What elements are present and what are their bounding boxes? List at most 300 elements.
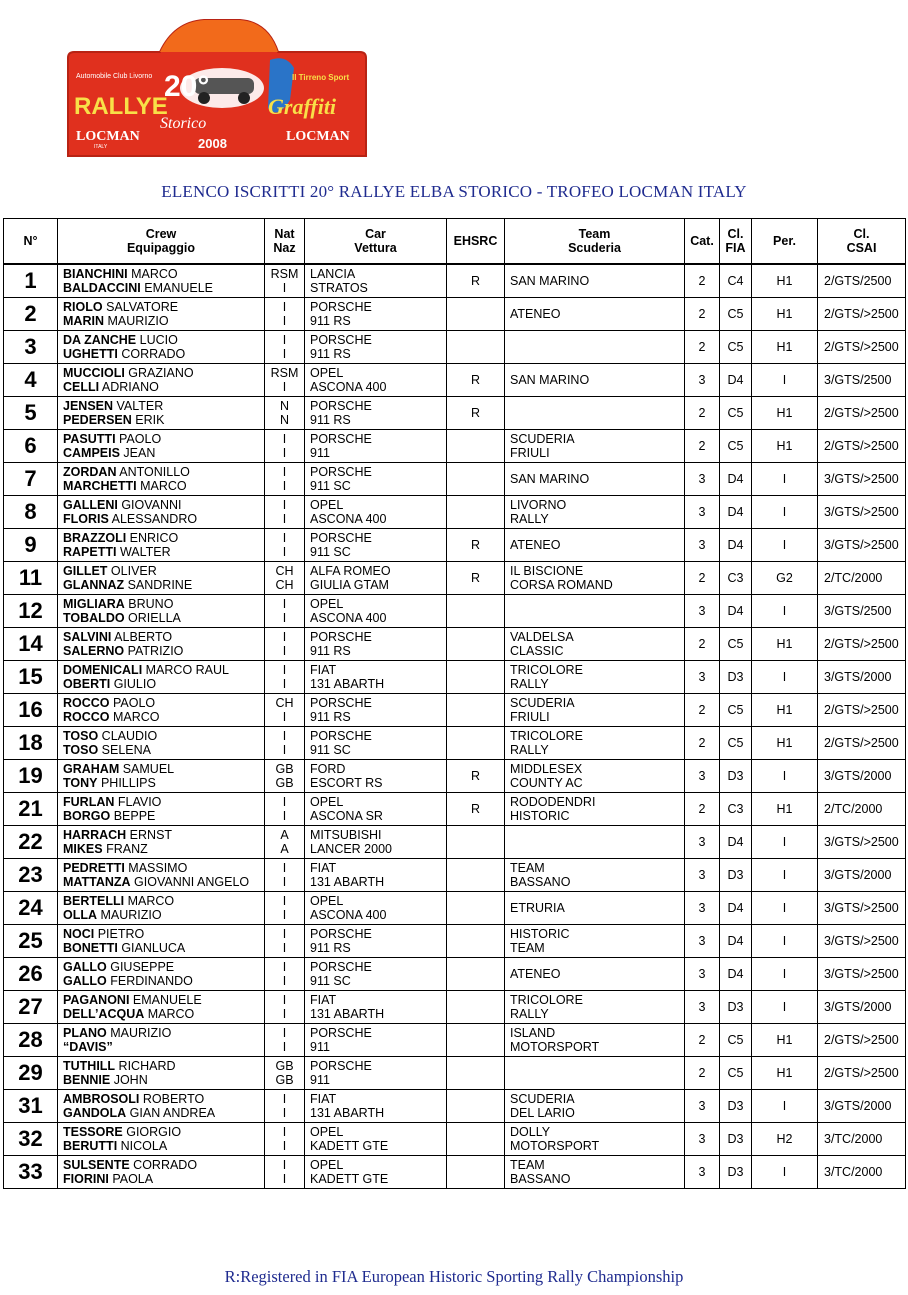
logo-storico: Storico: [160, 115, 207, 132]
class-csai-cell: 2/GTS/>2500: [818, 628, 906, 661]
team-cell: SAN MARINO: [505, 463, 685, 496]
car-cell: FIAT 131 ABARTH: [305, 859, 447, 892]
crew-cell: [58, 958, 265, 991]
codriver-name: MARCO: [136, 479, 187, 493]
driver-name: PAOLO: [115, 432, 162, 446]
category-cell: 3: [685, 892, 720, 925]
crew-cell: [58, 991, 265, 1024]
ehsrc-cell: [447, 331, 505, 364]
team-cell: TEAM BASSANO: [505, 859, 685, 892]
car-cell: PORSCHE 911 SC: [305, 463, 447, 496]
codriver-name: EMANUELE: [140, 281, 214, 295]
team-cell: MIDDLESEX COUNTY AC: [505, 760, 685, 793]
ehsrc-cell: [447, 496, 505, 529]
nationality-cell: I I: [265, 925, 305, 958]
period-cell: I: [752, 529, 818, 562]
team-cell: ETRURIA: [505, 892, 685, 925]
driver-name: ERNST: [126, 828, 173, 842]
driver-name: MAURIZIO: [106, 1026, 172, 1040]
driver-surname: HARRACH: [63, 828, 127, 842]
driver-name: SAMUEL: [119, 762, 175, 776]
class-csai-cell: 3/GTS/>2500: [818, 958, 906, 991]
class-csai-cell: 2/GTS/>2500: [818, 694, 906, 727]
ehsrc-cell: [447, 595, 505, 628]
crew-cell: [58, 430, 265, 463]
entry-number: 2: [4, 298, 58, 331]
header-period: Per.: [752, 219, 818, 265]
codriver-surname: “DAVIS”: [63, 1040, 113, 1054]
category-cell: 3: [685, 991, 720, 1024]
logo-year: 2008: [198, 136, 227, 151]
crew-cell: [58, 859, 265, 892]
driver-surname: PAGANONI: [63, 993, 130, 1007]
nationality-cell: I I: [265, 331, 305, 364]
class-csai-cell: 3/GTS/2000: [818, 1090, 906, 1123]
table-header-row: [4, 219, 906, 265]
class-fia-cell: D3: [720, 1156, 752, 1189]
period-cell: I: [752, 925, 818, 958]
codriver-surname: FIORINI: [63, 1172, 109, 1186]
class-csai-cell: 2/GTS/>2500: [818, 397, 906, 430]
crew-cell: [58, 892, 265, 925]
driver-surname: FURLAN: [63, 795, 115, 809]
table-row: [4, 958, 906, 991]
codriver-surname: BONETTI: [63, 941, 118, 955]
driver-surname: AMBROSOLI: [63, 1092, 140, 1106]
entry-number: 1: [4, 264, 58, 298]
table-row: [4, 496, 906, 529]
team-cell: SAN MARINO: [505, 264, 685, 298]
period-cell: I: [752, 958, 818, 991]
crew-cell: [58, 463, 265, 496]
class-csai-cell: 2/GTS/>2500: [818, 430, 906, 463]
driver-name: OLIVER: [107, 564, 157, 578]
codriver-surname: BENNIE: [63, 1073, 111, 1087]
nationality-cell: RSM I: [265, 364, 305, 397]
car-cell: PORSCHE 911 RS: [305, 397, 447, 430]
ehsrc-cell: [447, 430, 505, 463]
codriver-name: SELENA: [98, 743, 152, 757]
table-row: [4, 661, 906, 694]
driver-name: PIETRO: [94, 927, 145, 941]
driver-surname: BRAZZOLI: [63, 531, 127, 545]
logo-locman-right: LOCMAN: [286, 129, 350, 144]
class-csai-cell: 3/TC/2000: [818, 1123, 906, 1156]
team-cell: VALDELSA CLASSIC: [505, 628, 685, 661]
class-fia-cell: D4: [720, 364, 752, 397]
period-cell: H1: [752, 430, 818, 463]
codriver-surname: CAMPEIS: [63, 446, 120, 460]
table-row: [4, 826, 906, 859]
nationality-cell: I I: [265, 727, 305, 760]
team-cell: TRICOLORE RALLY: [505, 991, 685, 1024]
category-cell: 2: [685, 628, 720, 661]
codriver-name: ADRIANO: [99, 380, 159, 394]
period-cell: H1: [752, 1057, 818, 1090]
driver-name: MARCO: [124, 894, 175, 908]
logo-club: Automobile Club Livorno: [76, 73, 153, 80]
entry-number: 32: [4, 1123, 58, 1156]
nationality-cell: I I: [265, 793, 305, 826]
table-row: [4, 727, 906, 760]
crew-cell: [58, 793, 265, 826]
ehsrc-cell: R: [447, 562, 505, 595]
ehsrc-cell: [447, 892, 505, 925]
codriver-name: GIOVANNI ANGELO: [130, 875, 250, 889]
table-row: [4, 1057, 906, 1090]
nationality-cell: A A: [265, 826, 305, 859]
period-cell: I: [752, 661, 818, 694]
codriver-name: GIAN ANDREA: [126, 1106, 216, 1120]
class-fia-cell: D4: [720, 826, 752, 859]
logo-graffiti: Graffiti: [268, 94, 337, 119]
nationality-cell: RSM I: [265, 264, 305, 298]
car-cell: PORSCHE 911 SC: [305, 727, 447, 760]
table-row: [4, 298, 906, 331]
table-row: [4, 529, 906, 562]
driver-surname: ROCCO: [63, 696, 110, 710]
category-cell: 2: [685, 1057, 720, 1090]
class-fia-cell: D4: [720, 892, 752, 925]
team-cell: IL BISCIONE CORSA ROMAND: [505, 562, 685, 595]
category-cell: 3: [685, 925, 720, 958]
codriver-surname: OBERTI: [63, 677, 111, 691]
ehsrc-cell: [447, 1123, 505, 1156]
team-cell: LIVORNO RALLY: [505, 496, 685, 529]
ehsrc-cell: [447, 1090, 505, 1123]
class-csai-cell: 2/GTS/2500: [818, 264, 906, 298]
header-class-csai: Cl. CSAI: [818, 219, 906, 265]
nationality-cell: I I: [265, 628, 305, 661]
nationality-cell: GB GB: [265, 760, 305, 793]
codriver-name: MARCO: [144, 1007, 195, 1021]
codriver-name: ORIELLA: [124, 611, 181, 625]
class-fia-cell: C5: [720, 430, 752, 463]
header-cat: Cat.: [685, 219, 720, 265]
ehsrc-cell: [447, 1156, 505, 1189]
codriver-surname: TONY: [63, 776, 98, 790]
category-cell: 3: [685, 595, 720, 628]
driver-name: ENRICO: [126, 531, 179, 545]
ehsrc-cell: [447, 694, 505, 727]
class-csai-cell: 2/TC/2000: [818, 562, 906, 595]
period-cell: H1: [752, 264, 818, 298]
codriver-surname: MATTANZA: [63, 875, 131, 889]
driver-surname: BIANCHINI: [63, 267, 128, 281]
rallye-logo: [64, 16, 370, 160]
ehsrc-cell: R: [447, 529, 505, 562]
category-cell: 2: [685, 331, 720, 364]
table-row: [4, 364, 906, 397]
driver-name: ALBERTO: [111, 630, 173, 644]
ehsrc-cell: [447, 991, 505, 1024]
entry-number: 33: [4, 1156, 58, 1189]
driver-surname: SALVINI: [63, 630, 112, 644]
period-cell: H1: [752, 298, 818, 331]
codriver-surname: UGHETTI: [63, 347, 118, 361]
codriver-name: NICOLA: [117, 1139, 168, 1153]
driver-name: CLAUDIO: [98, 729, 158, 743]
team-cell: TRICOLORE RALLY: [505, 727, 685, 760]
codriver-surname: FLORIS: [63, 512, 109, 526]
class-fia-cell: D3: [720, 1123, 752, 1156]
driver-surname: MIGLIARA: [63, 597, 125, 611]
period-cell: H1: [752, 727, 818, 760]
entry-number: 8: [4, 496, 58, 529]
team-cell: TEAM BASSANO: [505, 1156, 685, 1189]
codriver-surname: GALLO: [63, 974, 107, 988]
car-cell: MITSUBISHI LANCER 2000: [305, 826, 447, 859]
entry-number: 31: [4, 1090, 58, 1123]
table-row: [4, 793, 906, 826]
nationality-cell: I I: [265, 1123, 305, 1156]
entry-number: 15: [4, 661, 58, 694]
class-csai-cell: 2/GTS/>2500: [818, 727, 906, 760]
class-csai-cell: 2/GTS/>2500: [818, 298, 906, 331]
crew-cell: [58, 1123, 265, 1156]
class-fia-cell: D4: [720, 925, 752, 958]
table-row: [4, 562, 906, 595]
car-cell: OPEL ASCONA 400: [305, 595, 447, 628]
nationality-cell: I I: [265, 892, 305, 925]
crew-cell: [58, 595, 265, 628]
logo-italy: ITALY: [94, 144, 108, 150]
team-cell: RODODENDRI HISTORIC: [505, 793, 685, 826]
team-cell: [505, 397, 685, 430]
period-cell: H1: [752, 1024, 818, 1057]
crew-cell: [58, 529, 265, 562]
team-cell: SCUDERIA FRIULI: [505, 694, 685, 727]
codriver-name: MARCO: [109, 710, 160, 724]
ehsrc-cell: [447, 298, 505, 331]
period-cell: H1: [752, 397, 818, 430]
codriver-surname: CELLI: [63, 380, 100, 394]
category-cell: 2: [685, 694, 720, 727]
crew-cell: [58, 826, 265, 859]
codriver-surname: GANDOLA: [63, 1106, 127, 1120]
driver-name: FLAVIO: [114, 795, 162, 809]
class-csai-cell: 2/GTS/>2500: [818, 331, 906, 364]
period-cell: I: [752, 826, 818, 859]
class-csai-cell: 3/GTS/2500: [818, 595, 906, 628]
category-cell: 3: [685, 496, 720, 529]
car-cell: OPEL KADETT GTE: [305, 1123, 447, 1156]
class-csai-cell: 3/GTS/2500: [818, 364, 906, 397]
codriver-name: CORRADO: [117, 347, 186, 361]
nationality-cell: I I: [265, 298, 305, 331]
category-cell: 3: [685, 1123, 720, 1156]
ehsrc-cell: [447, 1024, 505, 1057]
class-fia-cell: C5: [720, 727, 752, 760]
crew-cell: [58, 331, 265, 364]
codriver-surname: BERUTTI: [63, 1139, 118, 1153]
driver-name: MASSIMO: [124, 861, 188, 875]
period-cell: I: [752, 760, 818, 793]
table-row: [4, 595, 906, 628]
driver-name: GIORGIO: [122, 1125, 182, 1139]
category-cell: 2: [685, 562, 720, 595]
codriver-name: GIANLUCA: [117, 941, 186, 955]
header-team: Team Scuderia: [505, 219, 685, 265]
class-fia-cell: C4: [720, 264, 752, 298]
period-cell: I: [752, 1090, 818, 1123]
driver-surname: GALLO: [63, 960, 107, 974]
nationality-cell: GB GB: [265, 1057, 305, 1090]
nationality-cell: I I: [265, 430, 305, 463]
crew-cell: [58, 661, 265, 694]
period-cell: I: [752, 991, 818, 1024]
codriver-surname: BORGO: [63, 809, 111, 823]
car-cell: PORSCHE 911: [305, 430, 447, 463]
car-cell: PORSCHE 911 RS: [305, 694, 447, 727]
category-cell: 3: [685, 859, 720, 892]
driver-name: MARCO: [127, 267, 178, 281]
entry-number: 12: [4, 595, 58, 628]
nationality-cell: I I: [265, 859, 305, 892]
team-cell: ISLAND MOTORSPORT: [505, 1024, 685, 1057]
entry-number: 25: [4, 925, 58, 958]
car-cell: OPEL ASCONA 400: [305, 364, 447, 397]
crew-cell: [58, 925, 265, 958]
class-fia-cell: C5: [720, 298, 752, 331]
header-ehsrc: EHSRC: [447, 219, 505, 265]
nationality-cell: I I: [265, 991, 305, 1024]
driver-surname: ZORDAN: [63, 465, 117, 479]
nationality-cell: I I: [265, 1090, 305, 1123]
header-class-fia: Cl. FIA: [720, 219, 752, 265]
period-cell: G2: [752, 562, 818, 595]
period-cell: I: [752, 892, 818, 925]
driver-surname: PLANO: [63, 1026, 107, 1040]
driver-surname: DOMENICALI: [63, 663, 143, 677]
class-fia-cell: C3: [720, 793, 752, 826]
class-fia-cell: D3: [720, 991, 752, 1024]
class-fia-cell: D3: [720, 1090, 752, 1123]
table-row: [4, 925, 906, 958]
page-title: ELENCO ISCRITTI 20° RALLYE ELBA STORICO - TROFEO LOCMAN ITALY: [161, 182, 747, 201]
nationality-cell: N N: [265, 397, 305, 430]
period-cell: H1: [752, 694, 818, 727]
crew-cell: [58, 760, 265, 793]
ehsrc-cell: [447, 727, 505, 760]
car-cell: FORD ESCORT RS: [305, 760, 447, 793]
driver-surname: GILLET: [63, 564, 108, 578]
codriver-surname: TOSO: [63, 743, 99, 757]
codriver-name: SANDRINE: [124, 578, 193, 592]
team-cell: [505, 595, 685, 628]
codriver-name: GIULIO: [110, 677, 157, 691]
driver-surname: TESSORE: [63, 1125, 123, 1139]
team-cell: DOLLY MOTORSPORT: [505, 1123, 685, 1156]
table-row: [4, 892, 906, 925]
header-crew: Crew Equipaggio: [58, 219, 265, 265]
nationality-cell: CH CH: [265, 562, 305, 595]
team-cell: ATENEO: [505, 298, 685, 331]
car-cell: OPEL ASCONA 400: [305, 892, 447, 925]
crew-cell: [58, 364, 265, 397]
driver-surname: BERTELLI: [63, 894, 125, 908]
class-fia-cell: C5: [720, 397, 752, 430]
class-csai-cell: 3/GTS/>2500: [818, 925, 906, 958]
entry-number: 24: [4, 892, 58, 925]
driver-name: MARCO RAUL: [142, 663, 229, 677]
entry-number: 29: [4, 1057, 58, 1090]
ehsrc-cell: R: [447, 760, 505, 793]
crew-cell: [58, 562, 265, 595]
table-row: [4, 859, 906, 892]
ehsrc-cell: R: [447, 397, 505, 430]
codriver-name: JOHN: [110, 1073, 148, 1087]
footnote: R:Registered in FIA European Historic Sporting Rally Championship: [224, 1267, 684, 1286]
team-cell: SCUDERIA DEL LARIO: [505, 1090, 685, 1123]
driver-name: GIOVANNI: [117, 498, 182, 512]
nationality-cell: I I: [265, 1024, 305, 1057]
category-cell: 3: [685, 826, 720, 859]
codriver-name: PATRIZIO: [124, 644, 184, 658]
ehsrc-cell: R: [447, 793, 505, 826]
codriver-surname: TOBALDO: [63, 611, 125, 625]
header-nat: Nat Naz: [265, 219, 305, 265]
table-row: [4, 463, 906, 496]
codriver-surname: OLLA: [63, 908, 98, 922]
codriver-name: JEAN: [119, 446, 156, 460]
nationality-cell: I I: [265, 529, 305, 562]
driver-surname: PEDRETTI: [63, 861, 125, 875]
category-cell: 2: [685, 298, 720, 331]
crew-cell: [58, 298, 265, 331]
period-cell: H2: [752, 1123, 818, 1156]
table-row: [4, 264, 906, 298]
car-cell: OPEL KADETT GTE: [305, 1156, 447, 1189]
ehsrc-cell: [447, 925, 505, 958]
class-csai-cell: 3/TC/2000: [818, 1156, 906, 1189]
driver-name: LUCIO: [136, 333, 178, 347]
ehsrc-cell: [447, 826, 505, 859]
class-csai-cell: 3/GTS/2000: [818, 661, 906, 694]
class-csai-cell: 3/GTS/2000: [818, 760, 906, 793]
class-csai-cell: 3/GTS/>2500: [818, 463, 906, 496]
category-cell: 3: [685, 958, 720, 991]
driver-surname: JENSEN: [63, 399, 114, 413]
period-cell: I: [752, 859, 818, 892]
crew-cell: [58, 1057, 265, 1090]
entry-number: 14: [4, 628, 58, 661]
header-no: N°: [4, 219, 58, 265]
crew-cell: [58, 496, 265, 529]
nationality-cell: I I: [265, 595, 305, 628]
class-fia-cell: D4: [720, 595, 752, 628]
codriver-surname: BALDACCINI: [63, 281, 141, 295]
team-cell: [505, 1057, 685, 1090]
ehsrc-cell: [447, 1057, 505, 1090]
class-csai-cell: 3/GTS/>2500: [818, 826, 906, 859]
codriver-name: BEPPE: [110, 809, 156, 823]
table-row: [4, 991, 906, 1024]
table-row: [4, 1156, 906, 1189]
category-cell: 3: [685, 463, 720, 496]
class-fia-cell: C5: [720, 1057, 752, 1090]
nationality-cell: I I: [265, 1156, 305, 1189]
table-row: [4, 430, 906, 463]
crew-cell: [58, 397, 265, 430]
entry-number: 4: [4, 364, 58, 397]
table-row: [4, 1024, 906, 1057]
car-cell: OPEL ASCONA SR: [305, 793, 447, 826]
team-cell: TRICOLORE RALLY: [505, 661, 685, 694]
codriver-surname: MARIN: [63, 314, 104, 328]
table-row: [4, 694, 906, 727]
nationality-cell: I I: [265, 661, 305, 694]
